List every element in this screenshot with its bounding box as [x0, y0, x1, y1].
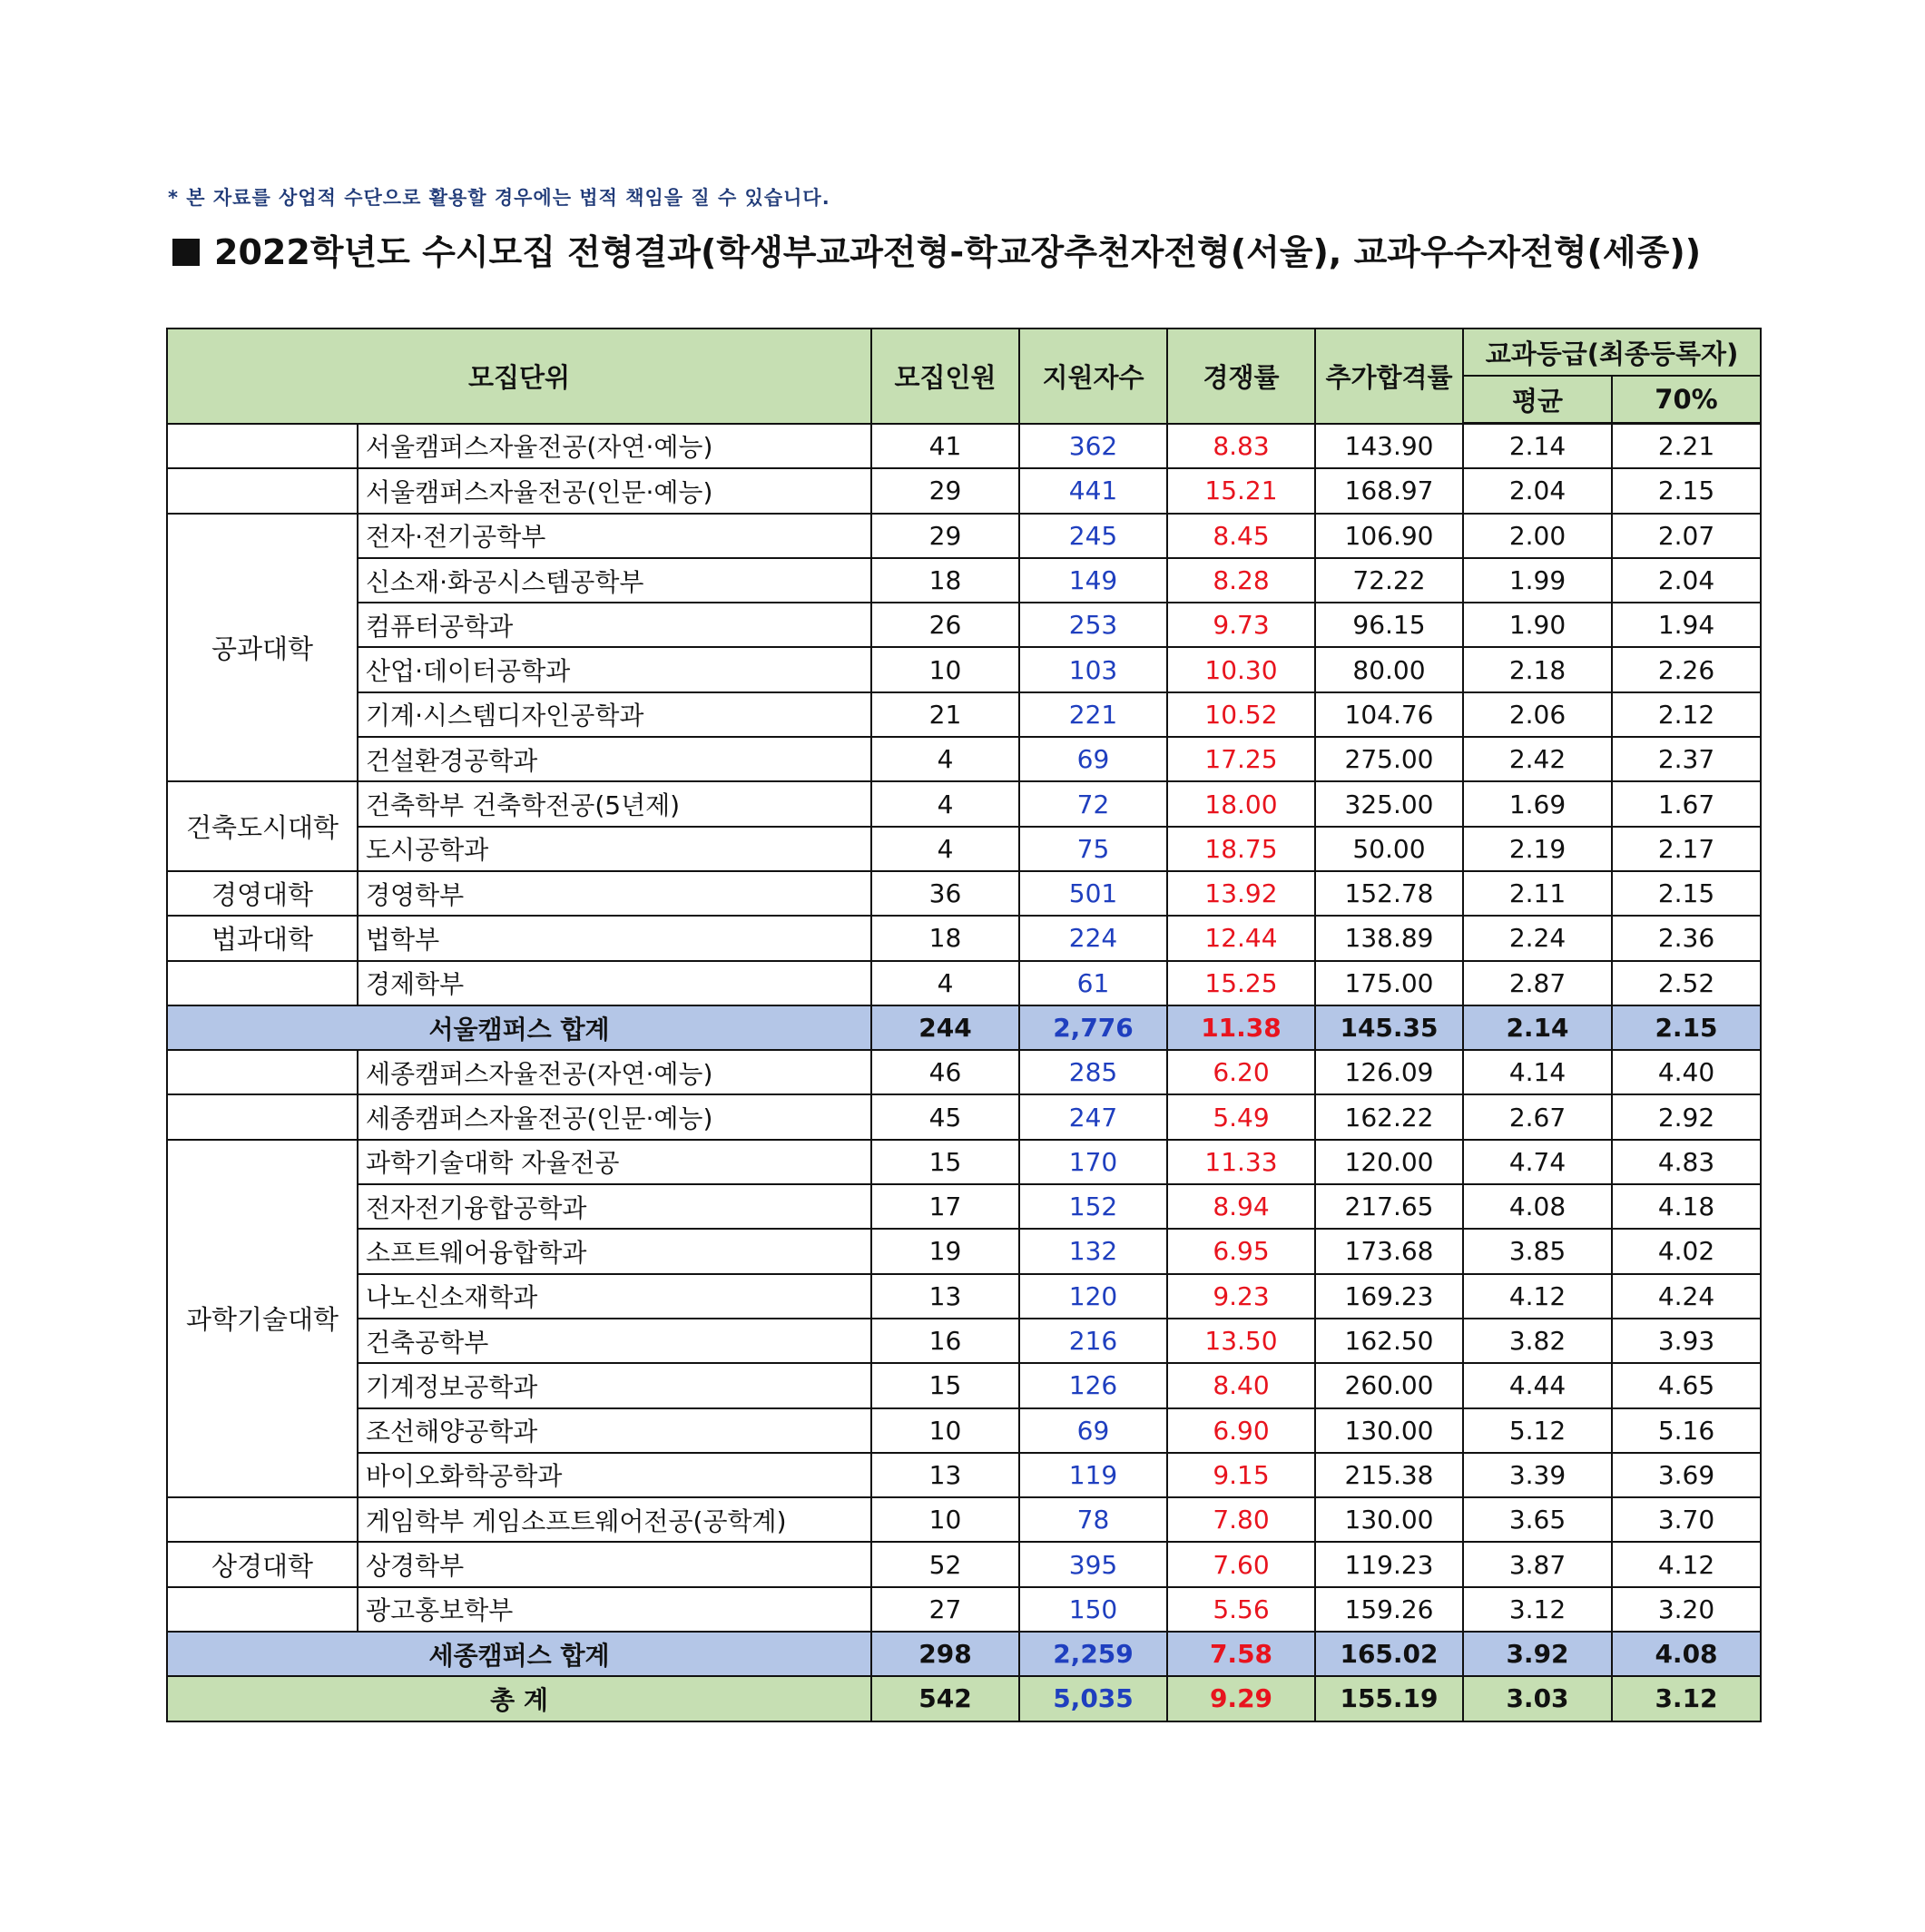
applicants-cell: 362: [1019, 424, 1167, 469]
quota-cell: 4: [871, 781, 1019, 826]
grade-p70-cell: 4.18: [1612, 1184, 1761, 1229]
unit-cell: 컴퓨터공학과: [358, 603, 871, 647]
extra-pass-cell: 130.00: [1315, 1408, 1463, 1453]
table-row: [167, 1229, 1761, 1273]
extra-pass-cell: 155.19: [1315, 1676, 1463, 1721]
ratio-cell: 18.00: [1167, 781, 1315, 826]
college-cell-empty: [167, 424, 358, 469]
seoul-total-row-label: 서울캠퍼스 합계: [167, 1005, 871, 1050]
table-row: [167, 1453, 1761, 1497]
grade-p70-cell: 2.12: [1612, 692, 1761, 737]
unit-cell: 신소재·화공시스템공학부: [358, 558, 871, 603]
unit-cell: 도시공학과: [358, 827, 871, 871]
applicants-cell: 2,259: [1019, 1632, 1167, 1676]
grade-avg-cell: 3.85: [1463, 1229, 1612, 1273]
header-ratio: 경쟁률: [1167, 329, 1315, 424]
college-cell: 건축도시대학: [167, 781, 358, 871]
header-quota: 모집인원: [871, 329, 1019, 424]
quota-cell: 18: [871, 916, 1019, 960]
header-extra-pass: 추가합격률: [1315, 329, 1463, 424]
header-unit: 모집단위: [167, 329, 871, 424]
applicants-cell: 120: [1019, 1274, 1167, 1319]
applicants-cell: 75: [1019, 827, 1167, 871]
ratio-cell: 17.25: [1167, 737, 1315, 781]
unit-cell: 나노신소재학과: [358, 1274, 871, 1319]
extra-pass-cell: 152.78: [1315, 871, 1463, 916]
table-row: [167, 603, 1761, 647]
grade-p70-cell: 2.15: [1612, 1005, 1761, 1050]
ratio-cell: 8.28: [1167, 558, 1315, 603]
grade-avg-cell: 3.12: [1463, 1587, 1612, 1632]
quota-cell: 27: [871, 1587, 1019, 1632]
quota-cell: 29: [871, 514, 1019, 558]
grade-p70-cell: 2.92: [1612, 1094, 1761, 1139]
grade-p70-cell: 2.15: [1612, 871, 1761, 916]
applicants-cell: 170: [1019, 1140, 1167, 1184]
table-row: [167, 916, 1761, 960]
unit-cell: 서울캠퍼스자율전공(자연·예능): [358, 424, 871, 469]
applicants-cell: 119: [1019, 1453, 1167, 1497]
college-cell-empty: [167, 1050, 358, 1094]
extra-pass-cell: 104.76: [1315, 692, 1463, 737]
unit-cell: 서울캠퍼스자율전공(인문·예능): [358, 468, 871, 513]
grade-avg-cell: 3.39: [1463, 1453, 1612, 1497]
quota-cell: 10: [871, 1408, 1019, 1453]
grade-p70-cell: 2.36: [1612, 916, 1761, 960]
table-row: [167, 1094, 1761, 1139]
table-row: [167, 1587, 1761, 1632]
ratio-cell: 18.75: [1167, 827, 1315, 871]
ratio-cell: 15.21: [1167, 468, 1315, 513]
unit-cell: 바이오화학공학과: [358, 1453, 871, 1497]
table-row: [167, 1363, 1761, 1407]
ratio-cell: 5.49: [1167, 1094, 1315, 1139]
extra-pass-cell: 96.15: [1315, 603, 1463, 647]
ratio-cell: 15.25: [1167, 961, 1315, 1005]
table-row: [167, 468, 1761, 513]
ratio-cell: 7.60: [1167, 1542, 1315, 1586]
unit-cell: 세종캠퍼스자율전공(자연·예능): [358, 1050, 871, 1094]
extra-pass-cell: 145.35: [1315, 1005, 1463, 1050]
quota-cell: 29: [871, 468, 1019, 513]
grade-p70-cell: 2.15: [1612, 468, 1761, 513]
quota-cell: 17: [871, 1184, 1019, 1229]
grade-avg-cell: 5.12: [1463, 1408, 1612, 1453]
applicants-cell: 126: [1019, 1363, 1167, 1407]
ratio-cell: 11.33: [1167, 1140, 1315, 1184]
unit-cell: 기계정보공학과: [358, 1363, 871, 1407]
grade-avg-cell: 2.14: [1463, 424, 1612, 469]
extra-pass-cell: 215.38: [1315, 1453, 1463, 1497]
unit-cell: 게임학부 게임소프트웨어전공(공학계): [358, 1497, 871, 1542]
quota-cell: 16: [871, 1319, 1019, 1363]
college-cell: 공과대학: [167, 514, 358, 782]
grade-avg-cell: 2.67: [1463, 1094, 1612, 1139]
quota-cell: 26: [871, 603, 1019, 647]
quota-cell: 15: [871, 1140, 1019, 1184]
applicants-cell: 61: [1019, 961, 1167, 1005]
quota-cell: 4: [871, 961, 1019, 1005]
admission-results-table: [166, 328, 1762, 1722]
ratio-cell: 9.29: [1167, 1676, 1315, 1721]
applicants-cell: 253: [1019, 603, 1167, 647]
grade-avg-cell: 3.92: [1463, 1632, 1612, 1676]
ratio-cell: 8.45: [1167, 514, 1315, 558]
extra-pass-cell: 162.50: [1315, 1319, 1463, 1363]
ratio-cell: 8.83: [1167, 424, 1315, 469]
grade-avg-cell: 2.42: [1463, 737, 1612, 781]
applicants-cell: 2,776: [1019, 1005, 1167, 1050]
ratio-cell: 8.40: [1167, 1363, 1315, 1407]
table-row: [167, 647, 1761, 691]
quota-cell: 19: [871, 1229, 1019, 1273]
grade-avg-cell: 3.82: [1463, 1319, 1612, 1363]
ratio-cell: 13.92: [1167, 871, 1315, 916]
table-row: [167, 1050, 1761, 1094]
table-row: [167, 424, 1761, 469]
seoul-total-row: [167, 1005, 1761, 1050]
extra-pass-cell: 143.90: [1315, 424, 1463, 469]
header-row: [167, 329, 1761, 376]
header-p70: 70%: [1612, 376, 1761, 424]
applicants-cell: 78: [1019, 1497, 1167, 1542]
ratio-cell: 10.30: [1167, 647, 1315, 691]
table-row: [167, 1497, 1761, 1542]
grade-p70-cell: 1.67: [1612, 781, 1761, 826]
quota-cell: 41: [871, 424, 1019, 469]
college-cell: 법과대학: [167, 916, 358, 960]
unit-cell: 세종캠퍼스자율전공(인문·예능): [358, 1094, 871, 1139]
applicants-cell: 395: [1019, 1542, 1167, 1586]
usage-notice: * 본 자료를 상업적 수단으로 활용할 경우에는 법적 책임을 질 수 있습니다.: [168, 187, 830, 209]
grade-avg-cell: 1.69: [1463, 781, 1612, 826]
ratio-cell: 9.15: [1167, 1453, 1315, 1497]
applicants-cell: 69: [1019, 1408, 1167, 1453]
quota-cell: 10: [871, 1497, 1019, 1542]
grade-avg-cell: 1.90: [1463, 603, 1612, 647]
unit-cell: 법학부: [358, 916, 871, 960]
ratio-cell: 11.38: [1167, 1005, 1315, 1050]
unit-cell: 산업·데이터공학과: [358, 647, 871, 691]
grade-avg-cell: 2.24: [1463, 916, 1612, 960]
table-row: [167, 1542, 1761, 1586]
sejong-total-row: [167, 1632, 1761, 1676]
square-bullet-icon: [172, 239, 200, 266]
applicants-cell: 5,035: [1019, 1676, 1167, 1721]
applicants-cell: 150: [1019, 1587, 1167, 1632]
unit-cell: 기계·시스템디자인공학과: [358, 692, 871, 737]
grade-p70-cell: 4.65: [1612, 1363, 1761, 1407]
unit-cell: 건축학부 건축학전공(5년제): [358, 781, 871, 826]
unit-cell: 상경학부: [358, 1542, 871, 1586]
extra-pass-cell: 275.00: [1315, 737, 1463, 781]
grade-p70-cell: 2.17: [1612, 827, 1761, 871]
grade-avg-cell: 4.74: [1463, 1140, 1612, 1184]
applicants-cell: 221: [1019, 692, 1167, 737]
extra-pass-cell: 119.23: [1315, 1542, 1463, 1586]
unit-cell: 과학기술대학 자율전공: [358, 1140, 871, 1184]
unit-cell: 조선해양공학과: [358, 1408, 871, 1453]
grade-p70-cell: 3.12: [1612, 1676, 1761, 1721]
quota-cell: 244: [871, 1005, 1019, 1050]
sejong-total-row-label: 세종캠퍼스 합계: [167, 1632, 871, 1676]
extra-pass-cell: 168.97: [1315, 468, 1463, 513]
grade-avg-cell: 3.65: [1463, 1497, 1612, 1542]
quota-cell: 542: [871, 1676, 1019, 1721]
grade-avg-cell: 4.14: [1463, 1050, 1612, 1094]
unit-cell: 소프트웨어융합학과: [358, 1229, 871, 1273]
table-row: [167, 1408, 1761, 1453]
college-cell-empty: [167, 468, 358, 513]
grade-p70-cell: 4.08: [1612, 1632, 1761, 1676]
quota-cell: 52: [871, 1542, 1019, 1586]
unit-cell: 전자·전기공학부: [358, 514, 871, 558]
grade-p70-cell: 2.07: [1612, 514, 1761, 558]
table-row: [167, 737, 1761, 781]
grade-p70-cell: 3.69: [1612, 1453, 1761, 1497]
college-cell-empty: [167, 1094, 358, 1139]
grade-avg-cell: 2.14: [1463, 1005, 1612, 1050]
header-grade: 교과등급(최종등록자): [1463, 329, 1761, 376]
ratio-cell: 7.58: [1167, 1632, 1315, 1676]
applicants-cell: 224: [1019, 916, 1167, 960]
grade-avg-cell: 2.06: [1463, 692, 1612, 737]
college-cell: 과학기술대학: [167, 1140, 358, 1497]
table-row: [167, 961, 1761, 1005]
extra-pass-cell: 175.00: [1315, 961, 1463, 1005]
extra-pass-cell: 217.65: [1315, 1184, 1463, 1229]
quota-cell: 21: [871, 692, 1019, 737]
ratio-cell: 8.94: [1167, 1184, 1315, 1229]
table-row: [167, 1319, 1761, 1363]
grand-total-row-label: 총 계: [167, 1676, 871, 1721]
grand-total-row: [167, 1676, 1761, 1721]
page-title-text: 2022학년도 수시모집 전형결과(학생부교과전형-학교장추천자전형(서울), 교과우수자전형(세종)): [214, 232, 1702, 272]
unit-cell: 경제학부: [358, 961, 871, 1005]
applicants-cell: 72: [1019, 781, 1167, 826]
applicants-cell: 247: [1019, 1094, 1167, 1139]
ratio-cell: 6.20: [1167, 1050, 1315, 1094]
applicants-cell: 152: [1019, 1184, 1167, 1229]
grade-avg-cell: 4.44: [1463, 1363, 1612, 1407]
table-row: [167, 514, 1761, 558]
quota-cell: 13: [871, 1274, 1019, 1319]
unit-cell: 건축공학부: [358, 1319, 871, 1363]
grade-avg-cell: 2.87: [1463, 961, 1612, 1005]
ratio-cell: 6.95: [1167, 1229, 1315, 1273]
applicants-cell: 441: [1019, 468, 1167, 513]
ratio-cell: 6.90: [1167, 1408, 1315, 1453]
grade-p70-cell: 2.26: [1612, 647, 1761, 691]
table-row: [167, 827, 1761, 871]
ratio-cell: 9.23: [1167, 1274, 1315, 1319]
extra-pass-cell: 130.00: [1315, 1497, 1463, 1542]
extra-pass-cell: 165.02: [1315, 1632, 1463, 1676]
table-row: [167, 1184, 1761, 1229]
applicants-cell: 149: [1019, 558, 1167, 603]
applicants-cell: 69: [1019, 737, 1167, 781]
extra-pass-cell: 173.68: [1315, 1229, 1463, 1273]
quota-cell: 13: [871, 1453, 1019, 1497]
unit-cell: 건설환경공학과: [358, 737, 871, 781]
ratio-cell: 9.73: [1167, 603, 1315, 647]
college-cell-empty: [167, 1497, 358, 1542]
ratio-cell: 5.56: [1167, 1587, 1315, 1632]
quota-cell: 36: [871, 871, 1019, 916]
applicants-cell: 501: [1019, 871, 1167, 916]
grade-p70-cell: 4.12: [1612, 1542, 1761, 1586]
table-row: [167, 781, 1761, 826]
grade-avg-cell: 2.11: [1463, 871, 1612, 916]
grade-p70-cell: 5.16: [1612, 1408, 1761, 1453]
quota-cell: 18: [871, 558, 1019, 603]
ratio-cell: 7.80: [1167, 1497, 1315, 1542]
extra-pass-cell: 106.90: [1315, 514, 1463, 558]
ratio-cell: 10.52: [1167, 692, 1315, 737]
extra-pass-cell: 72.22: [1315, 558, 1463, 603]
grade-avg-cell: 4.08: [1463, 1184, 1612, 1229]
college-cell: 경영대학: [167, 871, 358, 916]
college-cell-empty: [167, 961, 358, 1005]
extra-pass-cell: 50.00: [1315, 827, 1463, 871]
page-title: [172, 224, 1701, 274]
header-applicants: 지원자수: [1019, 329, 1167, 424]
extra-pass-cell: 162.22: [1315, 1094, 1463, 1139]
applicants-cell: 245: [1019, 514, 1167, 558]
quota-cell: 298: [871, 1632, 1019, 1676]
grade-p70-cell: 2.04: [1612, 558, 1761, 603]
grade-p70-cell: 1.94: [1612, 603, 1761, 647]
header-avg: 평균: [1463, 376, 1612, 424]
extra-pass-cell: 120.00: [1315, 1140, 1463, 1184]
quota-cell: 4: [871, 827, 1019, 871]
grade-p70-cell: 3.93: [1612, 1319, 1761, 1363]
grade-avg-cell: 2.04: [1463, 468, 1612, 513]
ratio-cell: 12.44: [1167, 916, 1315, 960]
extra-pass-cell: 325.00: [1315, 781, 1463, 826]
quota-cell: 45: [871, 1094, 1019, 1139]
extra-pass-cell: 260.00: [1315, 1363, 1463, 1407]
quota-cell: 15: [871, 1363, 1019, 1407]
table-row: [167, 558, 1761, 603]
grade-p70-cell: 2.52: [1612, 961, 1761, 1005]
grade-p70-cell: 4.83: [1612, 1140, 1761, 1184]
unit-cell: 경영학부: [358, 871, 871, 916]
unit-cell: 전자전기융합공학과: [358, 1184, 871, 1229]
extra-pass-cell: 126.09: [1315, 1050, 1463, 1094]
unit-cell: 광고홍보학부: [358, 1587, 871, 1632]
table-row: [167, 871, 1761, 916]
college-cell-empty: [167, 1587, 358, 1632]
applicants-cell: 103: [1019, 647, 1167, 691]
grade-p70-cell: 3.70: [1612, 1497, 1761, 1542]
quota-cell: 10: [871, 647, 1019, 691]
grade-avg-cell: 2.19: [1463, 827, 1612, 871]
quota-cell: 4: [871, 737, 1019, 781]
grade-avg-cell: 3.87: [1463, 1542, 1612, 1586]
applicants-cell: 285: [1019, 1050, 1167, 1094]
grade-avg-cell: 4.12: [1463, 1274, 1612, 1319]
table-row: [167, 1140, 1761, 1184]
applicants-cell: 216: [1019, 1319, 1167, 1363]
grade-p70-cell: 4.24: [1612, 1274, 1761, 1319]
grade-p70-cell: 4.02: [1612, 1229, 1761, 1273]
grade-avg-cell: 2.18: [1463, 647, 1612, 691]
extra-pass-cell: 159.26: [1315, 1587, 1463, 1632]
grade-p70-cell: 2.21: [1612, 424, 1761, 469]
extra-pass-cell: 80.00: [1315, 647, 1463, 691]
table-row: [167, 1274, 1761, 1319]
extra-pass-cell: 138.89: [1315, 916, 1463, 960]
ratio-cell: 13.50: [1167, 1319, 1315, 1363]
grade-avg-cell: 3.03: [1463, 1676, 1612, 1721]
grade-avg-cell: 2.00: [1463, 514, 1612, 558]
table-row: [167, 692, 1761, 737]
grade-avg-cell: 1.99: [1463, 558, 1612, 603]
college-cell: 상경대학: [167, 1542, 358, 1586]
quota-cell: 46: [871, 1050, 1019, 1094]
grade-p70-cell: 2.37: [1612, 737, 1761, 781]
grade-p70-cell: 4.40: [1612, 1050, 1761, 1094]
extra-pass-cell: 169.23: [1315, 1274, 1463, 1319]
grade-p70-cell: 3.20: [1612, 1587, 1761, 1632]
applicants-cell: 132: [1019, 1229, 1167, 1273]
